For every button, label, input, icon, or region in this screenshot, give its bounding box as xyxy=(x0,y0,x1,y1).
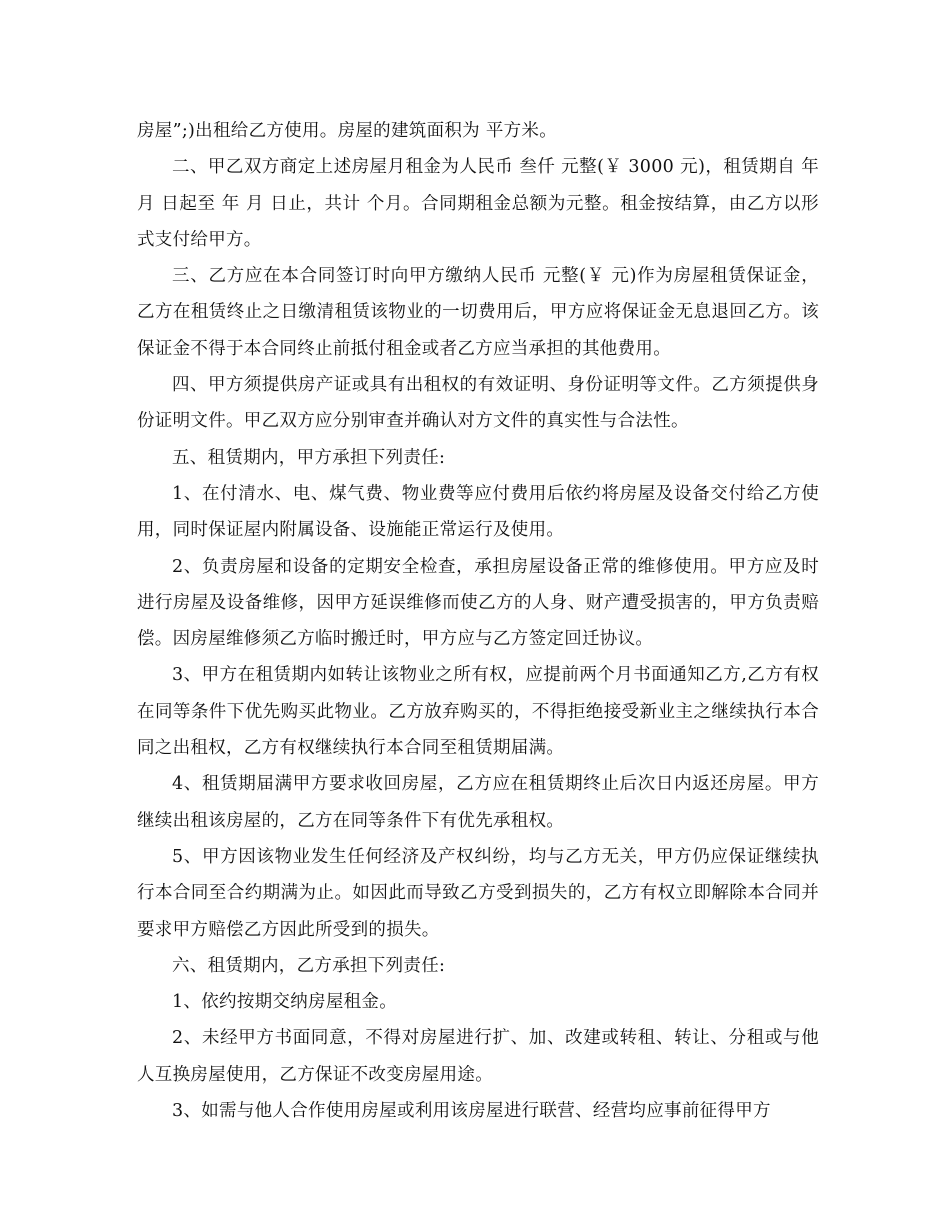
paragraph-clause-6-heading: 六、租赁期内，乙方承担下列责任: xyxy=(172,955,446,976)
paragraph-clause-5-item-2: 2、负责房屋和设备的定期安全检查，承担房屋设备正常的维修使用。甲方应及时进行房屋及设备维修，因甲方延误维修而使乙方的人身、财产遭受损害的，甲方负责赔偿。因房屋维修须乙方临时搬迁时，甲方应与乙方签定回迁协议。 xyxy=(137,556,819,650)
paragraph-clause-6-item-3: 3、如需与他人合作使用房屋或利用该房屋进行联营、经营均应事前征得甲方 xyxy=(172,1101,771,1122)
paragraph-clause-6-item-2: 2、未经甲方书面同意，不得对房屋进行扩、加、改建或转租、转让、分租或与他人互换房屋使用，乙方保证不改变房屋用途。 xyxy=(137,1028,819,1085)
paragraph-continuation: 房屋”;)出租给乙方使用。房屋的建筑面积为 平方米。 xyxy=(137,121,558,141)
paragraph-clause-2-rent: 二、甲乙双方商定上述房屋月租金为人民币 叁仟 元整(￥ 3000 元)，租赁期自 年 月 日起至 年 月 日止，共计 个月。合同期租金总额为元整。租金按结算，由乙方以形式支付给甲方。 xyxy=(137,157,819,250)
paragraph-clause-6-item-1: 1、依约按期交纳房屋租金。 xyxy=(172,992,398,1013)
paragraph-clause-5-heading: 五、租赁期内，甲方承担下列责任: xyxy=(172,447,446,468)
paragraph-clause-4-documents: 四、甲方须提供房产证或具有出租权的有效证明、身份证明等文件。乙方须提供身份证明文件。甲乙双方应分别审查并确认对方文件的真实性与合法性。 xyxy=(137,375,819,432)
paragraph-clause-3-deposit: 三、乙方应在本合同签订时向甲方缴纳人民币 元整(￥ 元)作为房屋租赁保证金，乙方在租赁终止之日缴清租赁该物业的一切费用后，甲方应将保证金无息退回乙方。该保证金不得于本合同终止前抵付租金或者乙方应当承担的其他费用。 xyxy=(137,266,819,359)
paragraph-clause-5-item-5: 5、甲方因该物业发生任何经济及产权纠纷，均与乙方无关，甲方仍应保证继续执行本合同至合约期满为止。如因此而导致乙方受到损失的，乙方有权立即解除本合同并要求甲方赔偿乙方因此所受到的损失。 xyxy=(137,846,819,940)
paragraph-clause-5-item-3: 3、甲方在租赁期内如转让该物业之所有权，应提前两个月书面通知乙方,乙方有权在同等条件下优先购买此物业。乙方放弃购买的，不得拒绝接受新业主之继续执行本合同之出租权，乙方有权继续执行本合同至租赁期届满。 xyxy=(137,665,819,759)
paragraph-clause-5-item-1: 1、在付清水、电、煤气费、物业费等应付费用后依约将房屋及设备交付给乙方使用，同时保证屋内附属设备、设施能正常运行及使用。 xyxy=(137,483,819,541)
document-body xyxy=(137,113,819,1129)
paragraph-clause-5-item-4: 4、租赁期届满甲方要求收回房屋，乙方应在租赁期终止后次日内返还房屋。甲方继续出租该房屋的，乙方在同等条件下有优先承租权。 xyxy=(137,774,819,831)
